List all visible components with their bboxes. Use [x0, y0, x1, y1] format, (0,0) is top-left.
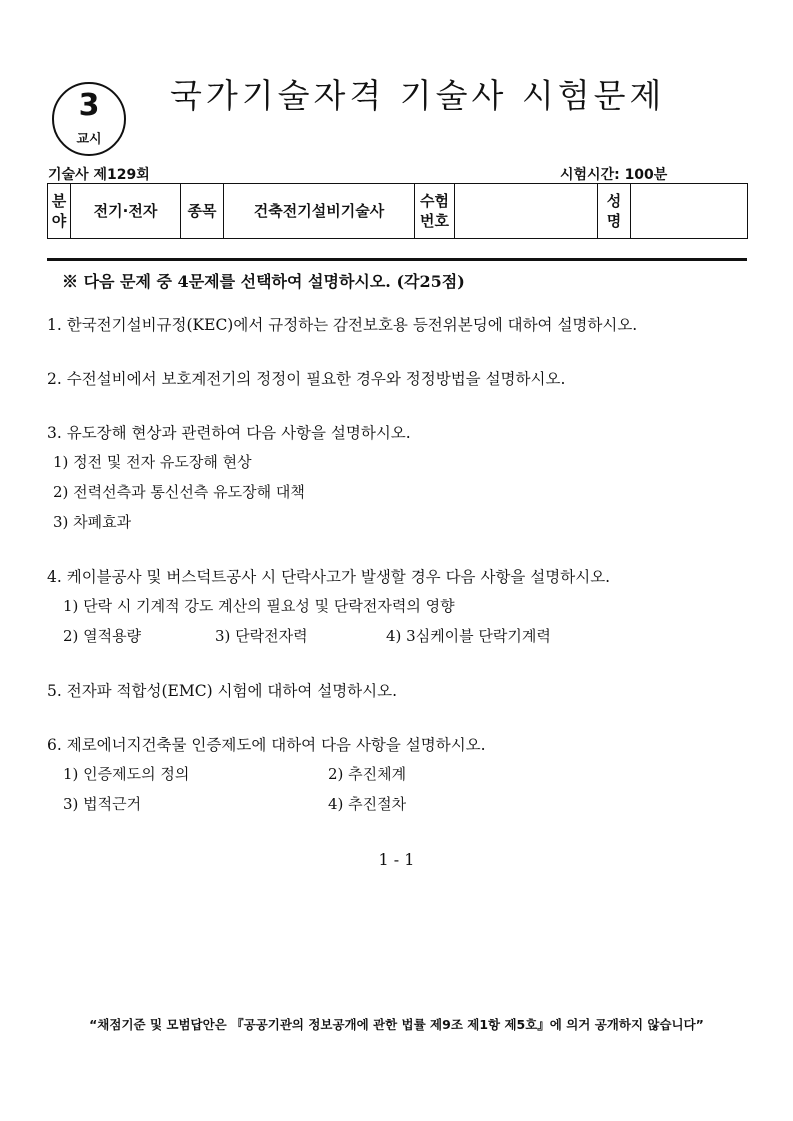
- category-label: 종목: [181, 184, 224, 239]
- question-4-sub-1: 1) 단락 시 기계적 강도 계산의 필요성 및 단락전자력의 영향: [63, 597, 455, 615]
- divider: [47, 258, 747, 261]
- category-value: 건축전기설비기술사: [224, 184, 415, 239]
- exam-time: 시험시간: 100분: [560, 167, 668, 183]
- question-3-sub-3: 3) 차폐효과: [53, 513, 132, 531]
- session-label: 교시: [76, 132, 102, 147]
- field-label: 분 야: [48, 184, 71, 239]
- question-3: 3. 유도장해 현상과 관련하여 다음 사항을 설명하시오.: [47, 424, 411, 442]
- question-3-sub-1: 1) 정전 및 전자 유도장해 현상: [53, 453, 252, 471]
- question-4-sub-3: 3) 단락전자력: [215, 627, 308, 645]
- question-5: 5. 전자파 적합성(EMC) 시험에 대하여 설명하시오.: [47, 682, 398, 700]
- instruction: ※ 다음 문제 중 4문제를 선택하여 설명하시오. (각25점): [62, 272, 465, 291]
- footer-notice: “채점기준 및 모범답안은 『공공기관의 정보공개에 관한 법률 제9조 제1항 제5호』에 의거 공개하지 않습니다”: [89, 1017, 704, 1032]
- session-number: 3: [78, 88, 100, 123]
- question-4-sub-4: 4) 3심케이블 단락기계력: [386, 627, 551, 645]
- question-6-sub-2: 2) 추진체계: [328, 765, 407, 783]
- question-4-sub-2: 2) 열적용량: [63, 627, 142, 645]
- question-1: 1. 한국전기설비규정(KEC)에서 규정하는 감전보호용 등전위본딩에 대하여 설명하시오.: [47, 316, 638, 334]
- question-2: 2. 수전설비에서 보호계전기의 정정이 필요한 경우와 정정방법을 설명하시오.: [47, 370, 566, 388]
- name-label: 성 명: [598, 184, 631, 239]
- question-6-sub-1: 1) 인증제도의 정의: [63, 765, 190, 783]
- question-6-sub-4: 4) 추진절차: [328, 795, 407, 813]
- exam-round: 기술사 제129회: [48, 167, 150, 183]
- question-6-sub-3: 3) 법적근거: [63, 795, 142, 813]
- page-title: 국가기술자격 기술사 시험문제: [170, 76, 666, 115]
- exam-number-label: 수험 번호: [415, 184, 455, 239]
- question-6: 6. 제로에너지건축물 인증제도에 대하여 다음 사항을 설명하시오.: [47, 736, 486, 754]
- question-3-sub-2: 2) 전력선측과 통신선측 유도장해 대책: [53, 483, 305, 501]
- page-number: 1 - 1: [378, 850, 415, 869]
- info-table: [47, 183, 748, 239]
- name-field[interactable]: [631, 184, 748, 239]
- field-value: 전기·전자: [71, 184, 181, 239]
- exam-number-field[interactable]: [455, 184, 598, 239]
- question-4: 4. 케이블공사 및 버스덕트공사 시 단락사고가 발생할 경우 다음 사항을 설명하시오.: [47, 568, 611, 586]
